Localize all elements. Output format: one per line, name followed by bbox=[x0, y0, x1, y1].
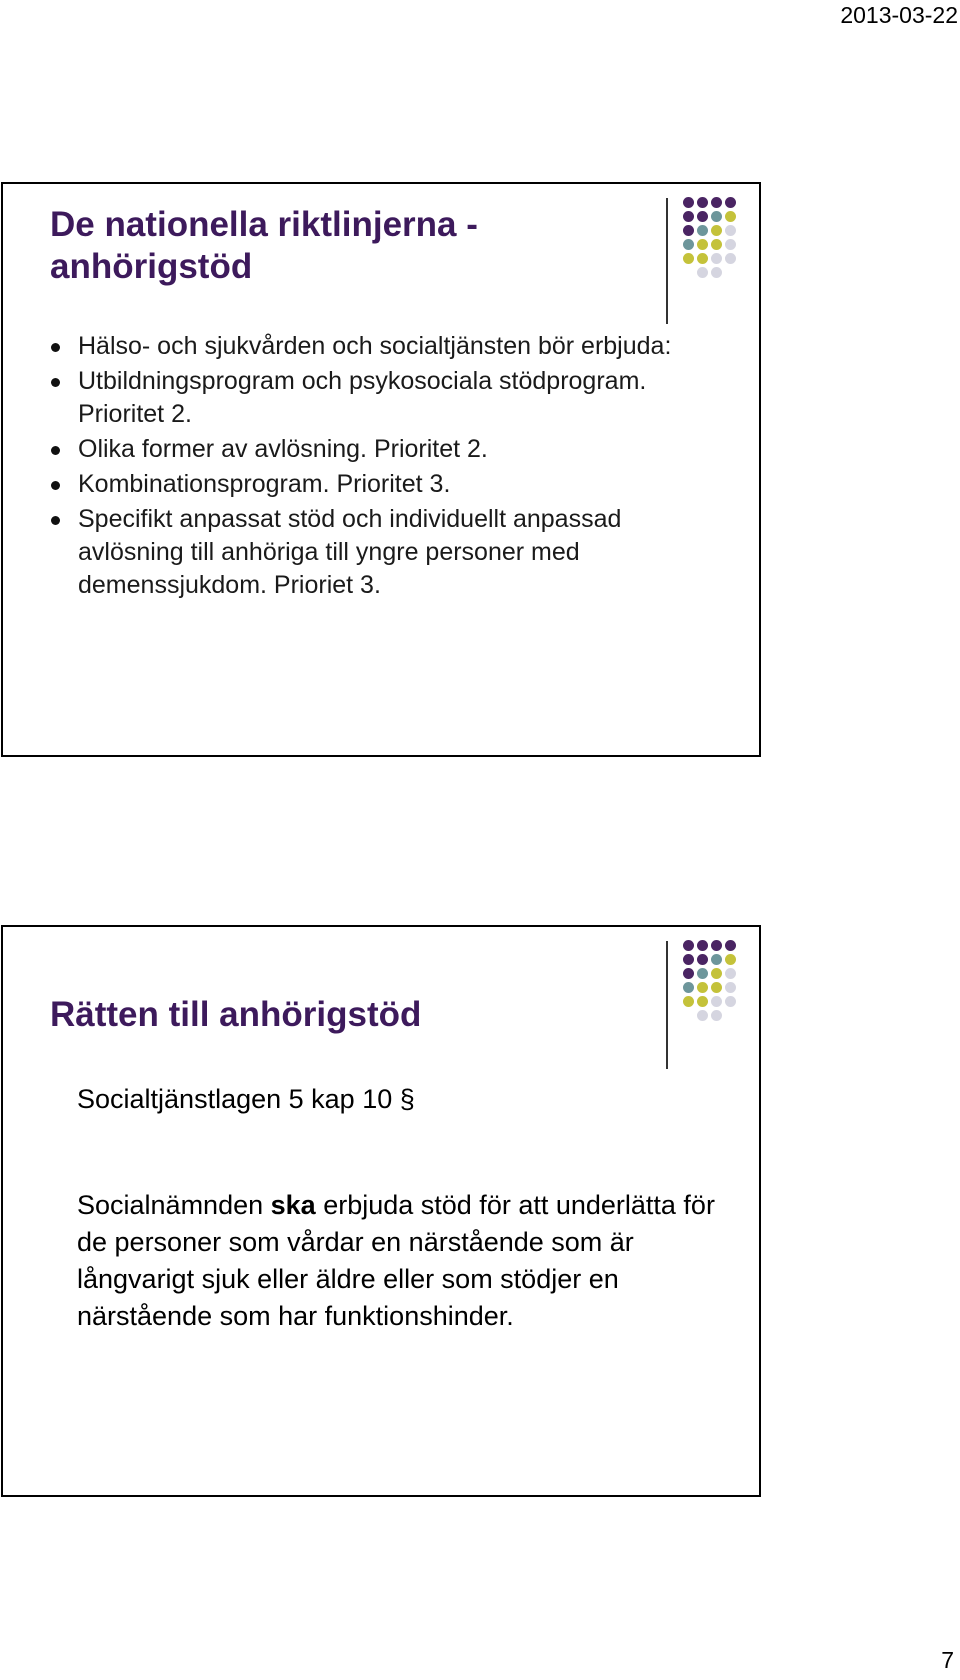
decoration-dot bbox=[683, 225, 694, 236]
slide-2 bbox=[1, 925, 761, 1497]
decoration-dot bbox=[725, 940, 736, 951]
decoration-dot bbox=[711, 954, 722, 965]
decoration-dot bbox=[725, 239, 736, 250]
decoration-dot bbox=[697, 1010, 708, 1021]
decoration-dot bbox=[711, 211, 722, 222]
decoration-dot bbox=[725, 197, 736, 208]
decoration-dot bbox=[683, 940, 694, 951]
list-item: Hälso- och sjukvården och socialtjänsten bör erbjuda: bbox=[48, 330, 688, 363]
bullet-icon bbox=[51, 481, 60, 490]
decoration-dot bbox=[697, 239, 708, 250]
decoration-dot bbox=[725, 968, 736, 979]
decoration-dot bbox=[683, 197, 694, 208]
decoration-dot bbox=[725, 954, 736, 965]
decoration-dot bbox=[683, 982, 694, 993]
bullet-list bbox=[48, 330, 688, 604]
bullet-icon bbox=[51, 343, 60, 352]
list-item: Utbildningsprogram och psykosociala stödprogram. Prioritet 2. bbox=[48, 365, 688, 431]
divider-line bbox=[666, 198, 668, 324]
slide-title: Rätten till anhörigstöd bbox=[50, 995, 422, 1034]
decoration-dot bbox=[711, 225, 722, 236]
decoration-dot bbox=[697, 940, 708, 951]
decoration-dot bbox=[683, 954, 694, 965]
slide-title: De nationella riktlinjerna - anhörigstöd bbox=[50, 205, 478, 286]
decoration-dot bbox=[725, 253, 736, 264]
decoration-dot bbox=[711, 197, 722, 208]
decoration-dot bbox=[711, 267, 722, 278]
emphasis-text: ska bbox=[270, 1190, 316, 1220]
decoration-dot bbox=[697, 253, 708, 264]
dot-grid-decoration bbox=[683, 940, 759, 1050]
decoration-dot bbox=[697, 225, 708, 236]
bullet-icon bbox=[51, 378, 60, 387]
decoration-dot bbox=[683, 996, 694, 1007]
decoration-dot bbox=[711, 940, 722, 951]
divider-line bbox=[666, 941, 668, 1069]
decoration-dot bbox=[725, 982, 736, 993]
decoration-dot bbox=[711, 1010, 722, 1021]
decoration-dot bbox=[697, 954, 708, 965]
decoration-dot bbox=[725, 996, 736, 1007]
decoration-dot bbox=[697, 968, 708, 979]
decoration-dot bbox=[711, 996, 722, 1007]
decoration-dot bbox=[697, 982, 708, 993]
decoration-dot bbox=[711, 253, 722, 264]
bullet-icon bbox=[51, 446, 60, 455]
print-date: 2013-03-22 bbox=[840, 2, 958, 28]
decoration-dot bbox=[725, 225, 736, 236]
page-number: 7 bbox=[941, 1647, 954, 1673]
decoration-dot bbox=[697, 267, 708, 278]
list-item: Specifikt anpassat stöd och individuellt anpassad avlösning till anhöriga till yngre personer med demenssjukdom. Prioriet 3. bbox=[48, 503, 688, 602]
decoration-dot bbox=[683, 253, 694, 264]
law-reference: Socialtjänstlagen 5 kap 10 § bbox=[77, 1084, 415, 1114]
slide-1 bbox=[1, 182, 761, 757]
dot-grid-decoration bbox=[683, 197, 759, 307]
decoration-dot bbox=[683, 211, 694, 222]
list-item: Olika former av avlösning. Prioritet 2. bbox=[48, 433, 688, 466]
decoration-dot bbox=[697, 211, 708, 222]
decoration-dot bbox=[697, 996, 708, 1007]
decoration-dot bbox=[683, 239, 694, 250]
decoration-dot bbox=[711, 968, 722, 979]
decoration-dot bbox=[711, 239, 722, 250]
law-paragraph: Socialnämnden ska erbjuda stöd för att underlätta för de personer som vårdar en närstående som är långvarigt sjuk eller äldre eller som stödjer en närstående som har funktionshinder. bbox=[77, 1190, 715, 1331]
decoration-dot bbox=[683, 968, 694, 979]
list-item: Kombinationsprogram. Prioritet 3. bbox=[48, 468, 688, 501]
bullet-icon bbox=[51, 516, 60, 525]
decoration-dot bbox=[697, 197, 708, 208]
decoration-dot bbox=[711, 982, 722, 993]
decoration-dot bbox=[725, 211, 736, 222]
